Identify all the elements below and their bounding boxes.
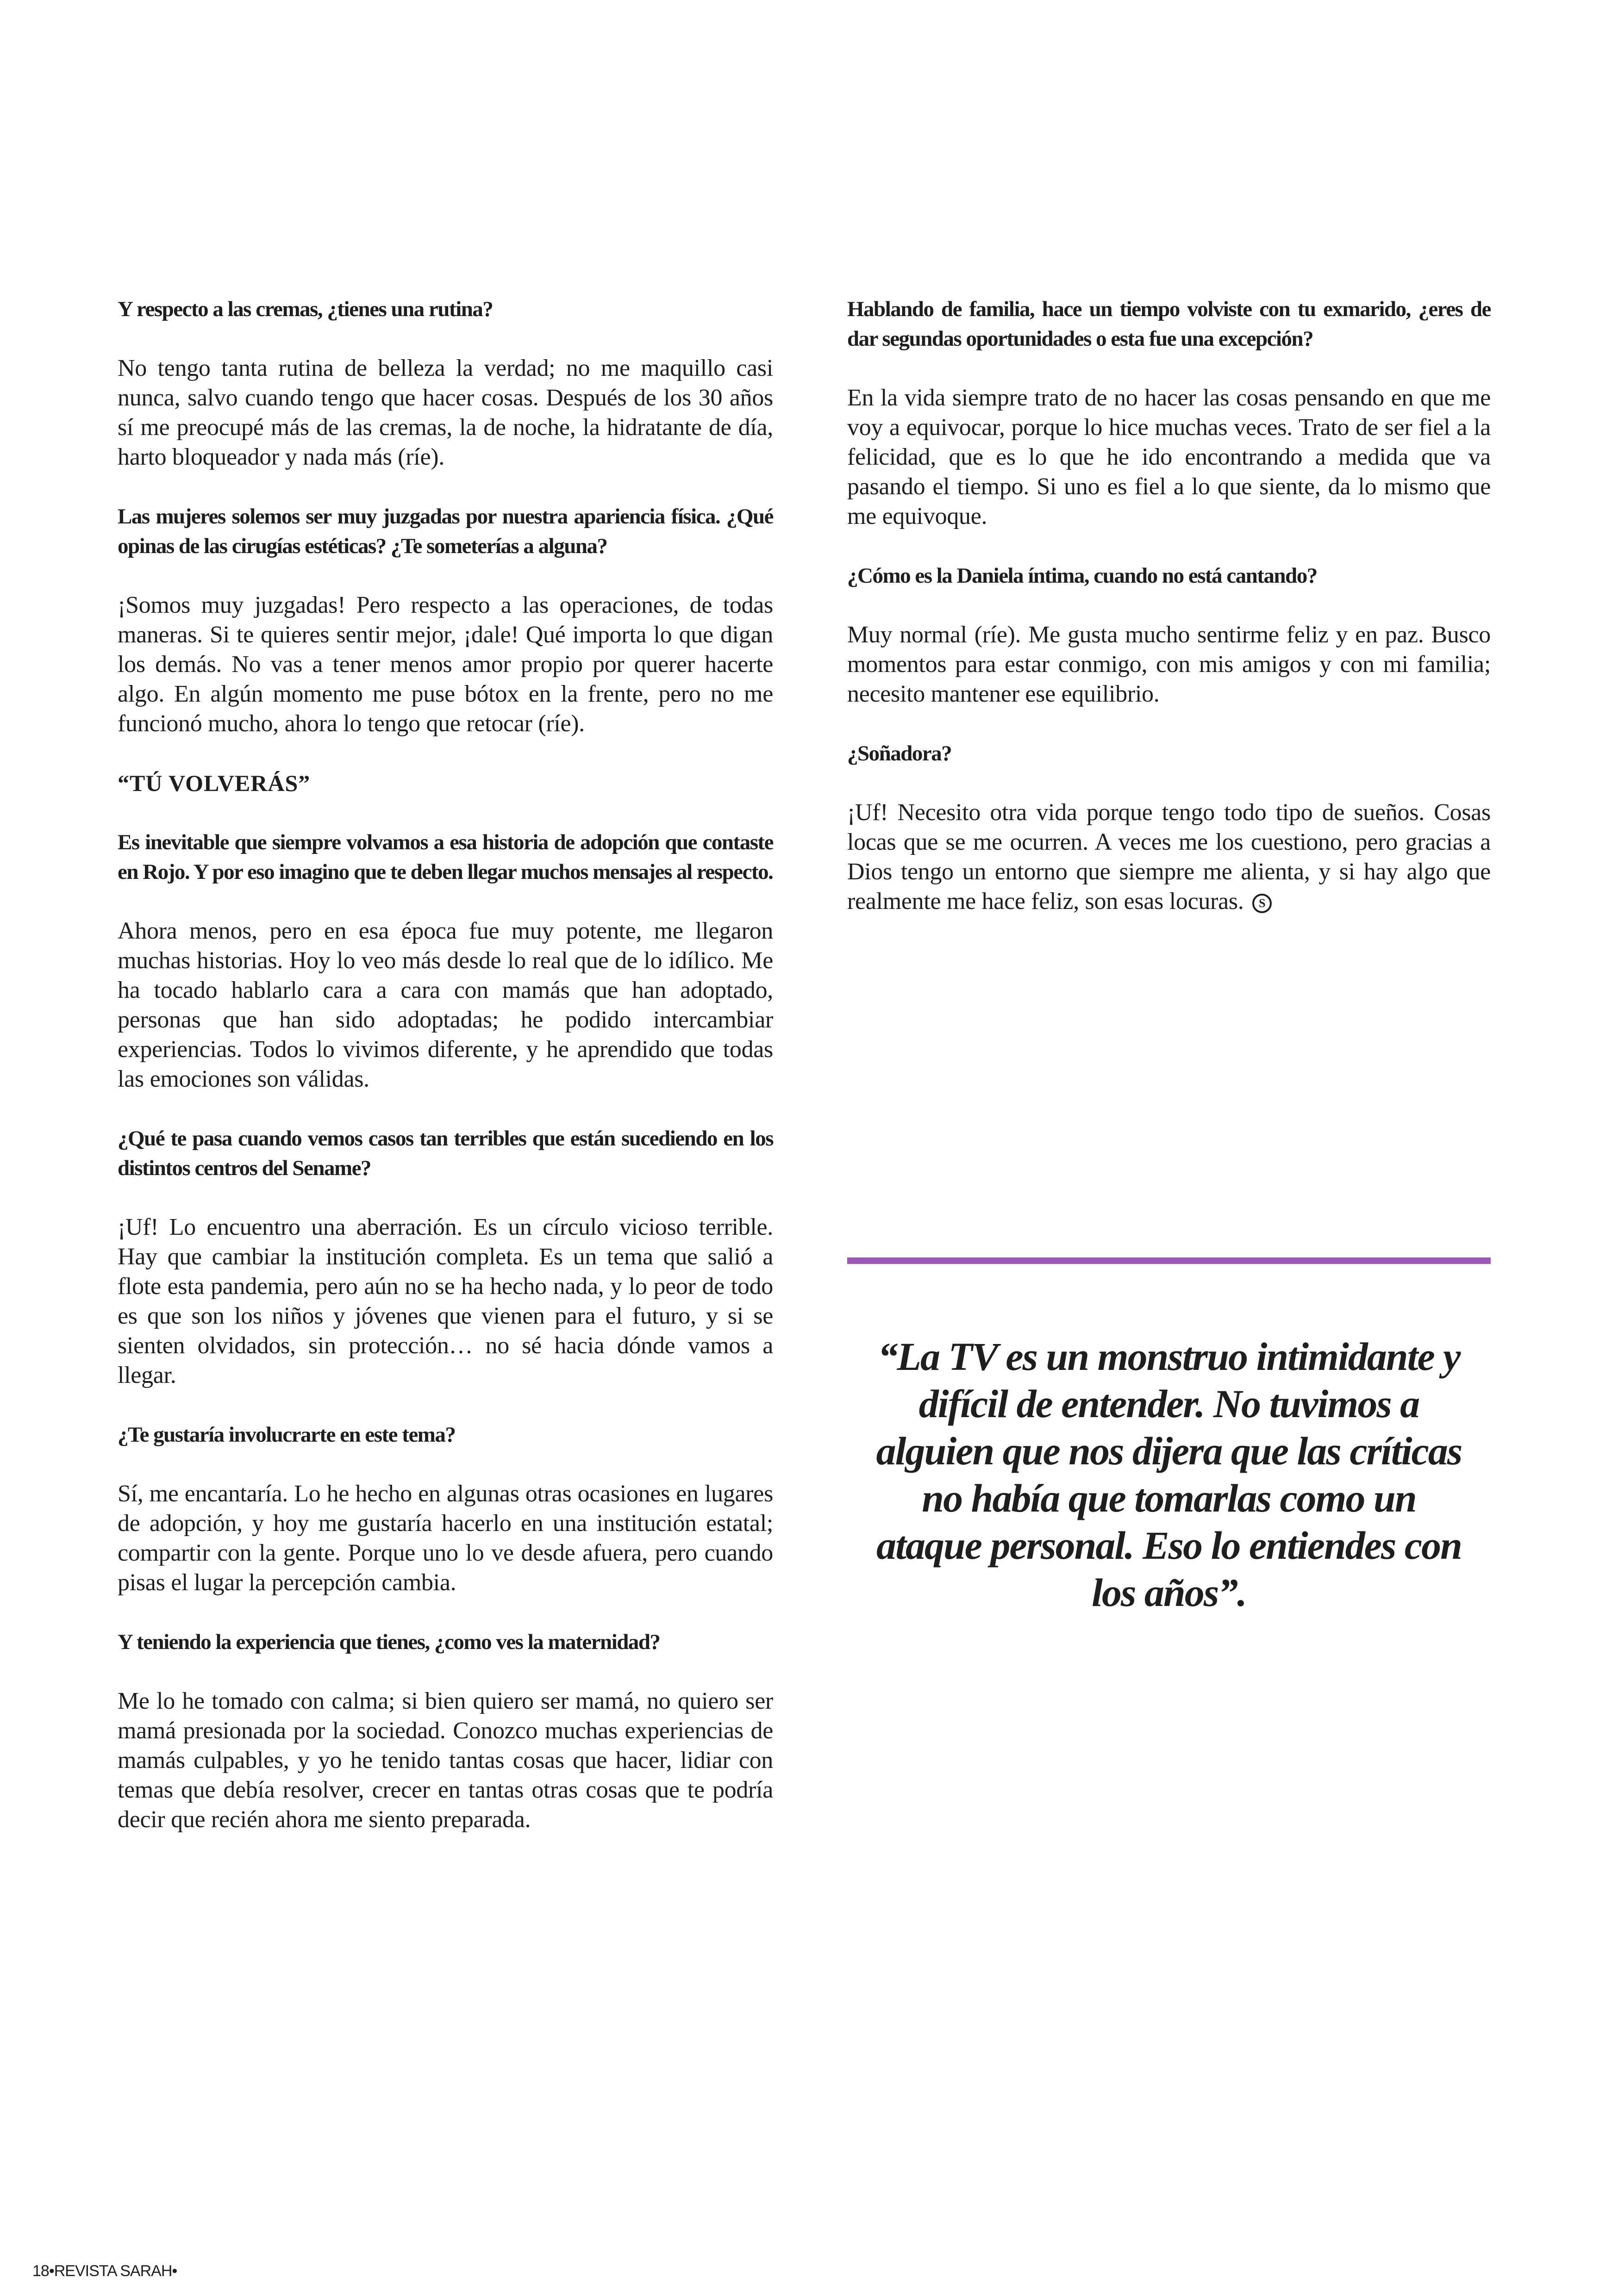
answer-get-involved: Sí, me encantaría. Lo he hecho en algunas otras ocasiones en lugares de adopción, y hoy me gustaría hacerlo en una institución estatal; compartir con la gente. Porque uno lo ve desde afuera, pero cuando pisas el lugar la percepción cambia.	[118, 1481, 773, 1596]
question-second-chances: Hablando de familia, hace un tiempo volviste con tu exmarido, ¿eres de dar segundas oportunidades o esta fue una excepción?	[847, 297, 1491, 351]
question-adoption-story: Es inevitable que siempre volvamos a esa historia de adopción que contaste en Rojo. Y por eso imagino que te deben llegar muchos mensajes al respecto.	[118, 830, 773, 884]
answer-adoption-story: Ahora menos, pero en esa época fue muy potente, me llegaron muchas historias. Hoy lo veo más desde lo real que de lo idílico. Me ha tocado hablarlo cara a cara con mamás que han adoptado, personas que han sido adoptadas; he podido intercambiar experiencias. Todos lo vivimos diferente, y he aprendido que todas las emociones son válidas.	[118, 918, 773, 1092]
pull-quote: “La TV es un monstruo intimidante y difícil de entender. No tuvimos a alguien que nos dijera que las críticas no había que tomarlas como un ataque personal. Eso lo entiendes con los años”.	[876, 1334, 1462, 1615]
answer-cosmetic-surgery: ¡Somos muy juzgadas! Pero respecto a las operaciones, de todas maneras. Si te quieres sentir mejor, ¡dale! Qué importa lo que digan los demás. No vas a tener menos amor propio por querer hacerte algo. En algún momento me puse bótox en la frente, pero no me funcionó mucho, ahora lo tengo que retocar (ríe).	[118, 592, 773, 737]
article-right-column	[847, 294, 1491, 946]
question-dreamer: ¿Soñadora?	[847, 741, 952, 765]
question-sename: ¿Qué te pasa cuando vemos casos tan terribles que están sucediendo en los distintos centros del Sename?	[118, 1126, 773, 1180]
answer-intimate-daniela: Muy normal (ríe). Me gusta mucho sentirme feliz y en paz. Busco momentos para estar conmigo, con mis amigos y con mi familia; necesito mantener ese equilibrio.	[847, 622, 1491, 707]
answer-sename: ¡Uf! Lo encuentro una aberración. Es un círculo vicioso terrible. Hay que cambiar la institución completa. Es un tema que salió a flote esta pandemia, pero aún no se ha hecho nada, y lo peor de todo es que son los niños y jóvenes que vienen para el futuro, y si se sienten olvidados, sin protección… no sé hacia dónde vamos a llegar.	[118, 1214, 773, 1388]
question-creams: Y respecto a las cremas, ¿tienes una rutina?	[118, 297, 493, 321]
page-folio: 18•REVISTA SARAH•	[32, 2262, 177, 2280]
article-left-column	[118, 294, 773, 1864]
answer-dreamer	[847, 798, 1491, 916]
question-intimate-daniela: ¿Cómo es la Daniela íntima, cuando no está cantando?	[847, 564, 1317, 588]
question-get-involved: ¿Te gustaría involucrarte en este tema?	[118, 1423, 456, 1447]
pull-quote-divider	[847, 1257, 1491, 1264]
section-heading: “TÚ VOLVERÁS”	[118, 770, 311, 796]
question-motherhood: Y teniendo la experiencia que tienes, ¿como ves la maternidad?	[118, 1630, 660, 1654]
answer-creams: No tengo tanta rutina de belleza la verdad; no me maquillo casi nunca, salvo cuando tengo que hacer cosas. Después de los 30 años sí me preocupé más de las cremas, la de noche, la hidratante de día, harto bloqueador y nada más (ríe).	[118, 355, 773, 470]
end-of-article-icon: S	[1252, 894, 1272, 913]
answer-second-chances: En la vida siempre trato de no hacer las cosas pensando en que me voy a equivocar, porque lo hice muchas veces. Trato de ser fiel a la felicidad, que es lo que he ido encontrando a medida que va pasando el tiempo. Si uno es fiel a lo que siente, da lo mismo que me equivoque.	[847, 385, 1491, 529]
answer-dreamer-text: ¡Uf! Necesito otra vida porque tengo todo tipo de sueños. Cosas locas que se me ocurren. A veces me los cuestiono, pero gracias a Dios tengo un entorno que siempre me alienta, y si hay algo que realmente me hace feliz, son esas locuras.	[847, 799, 1491, 915]
answer-motherhood: Me lo he tomado con calma; si bien quiero ser mamá, no quiero ser mamá presionada por la sociedad. Conozco muchas experiencias de mamás culpables, y yo he tenido tantas cosas que hacer, lidiar con temas que debía resolver, crecer en tantas otras cosas que te podría decir que recién ahora me siento preparada.	[118, 1688, 773, 1833]
question-cosmetic-surgery: Las mujeres solemos ser muy juzgadas por nuestra apariencia física. ¿Qué opinas de las cirugías estéticas? ¿Te someterías a alguna?	[118, 504, 773, 558]
